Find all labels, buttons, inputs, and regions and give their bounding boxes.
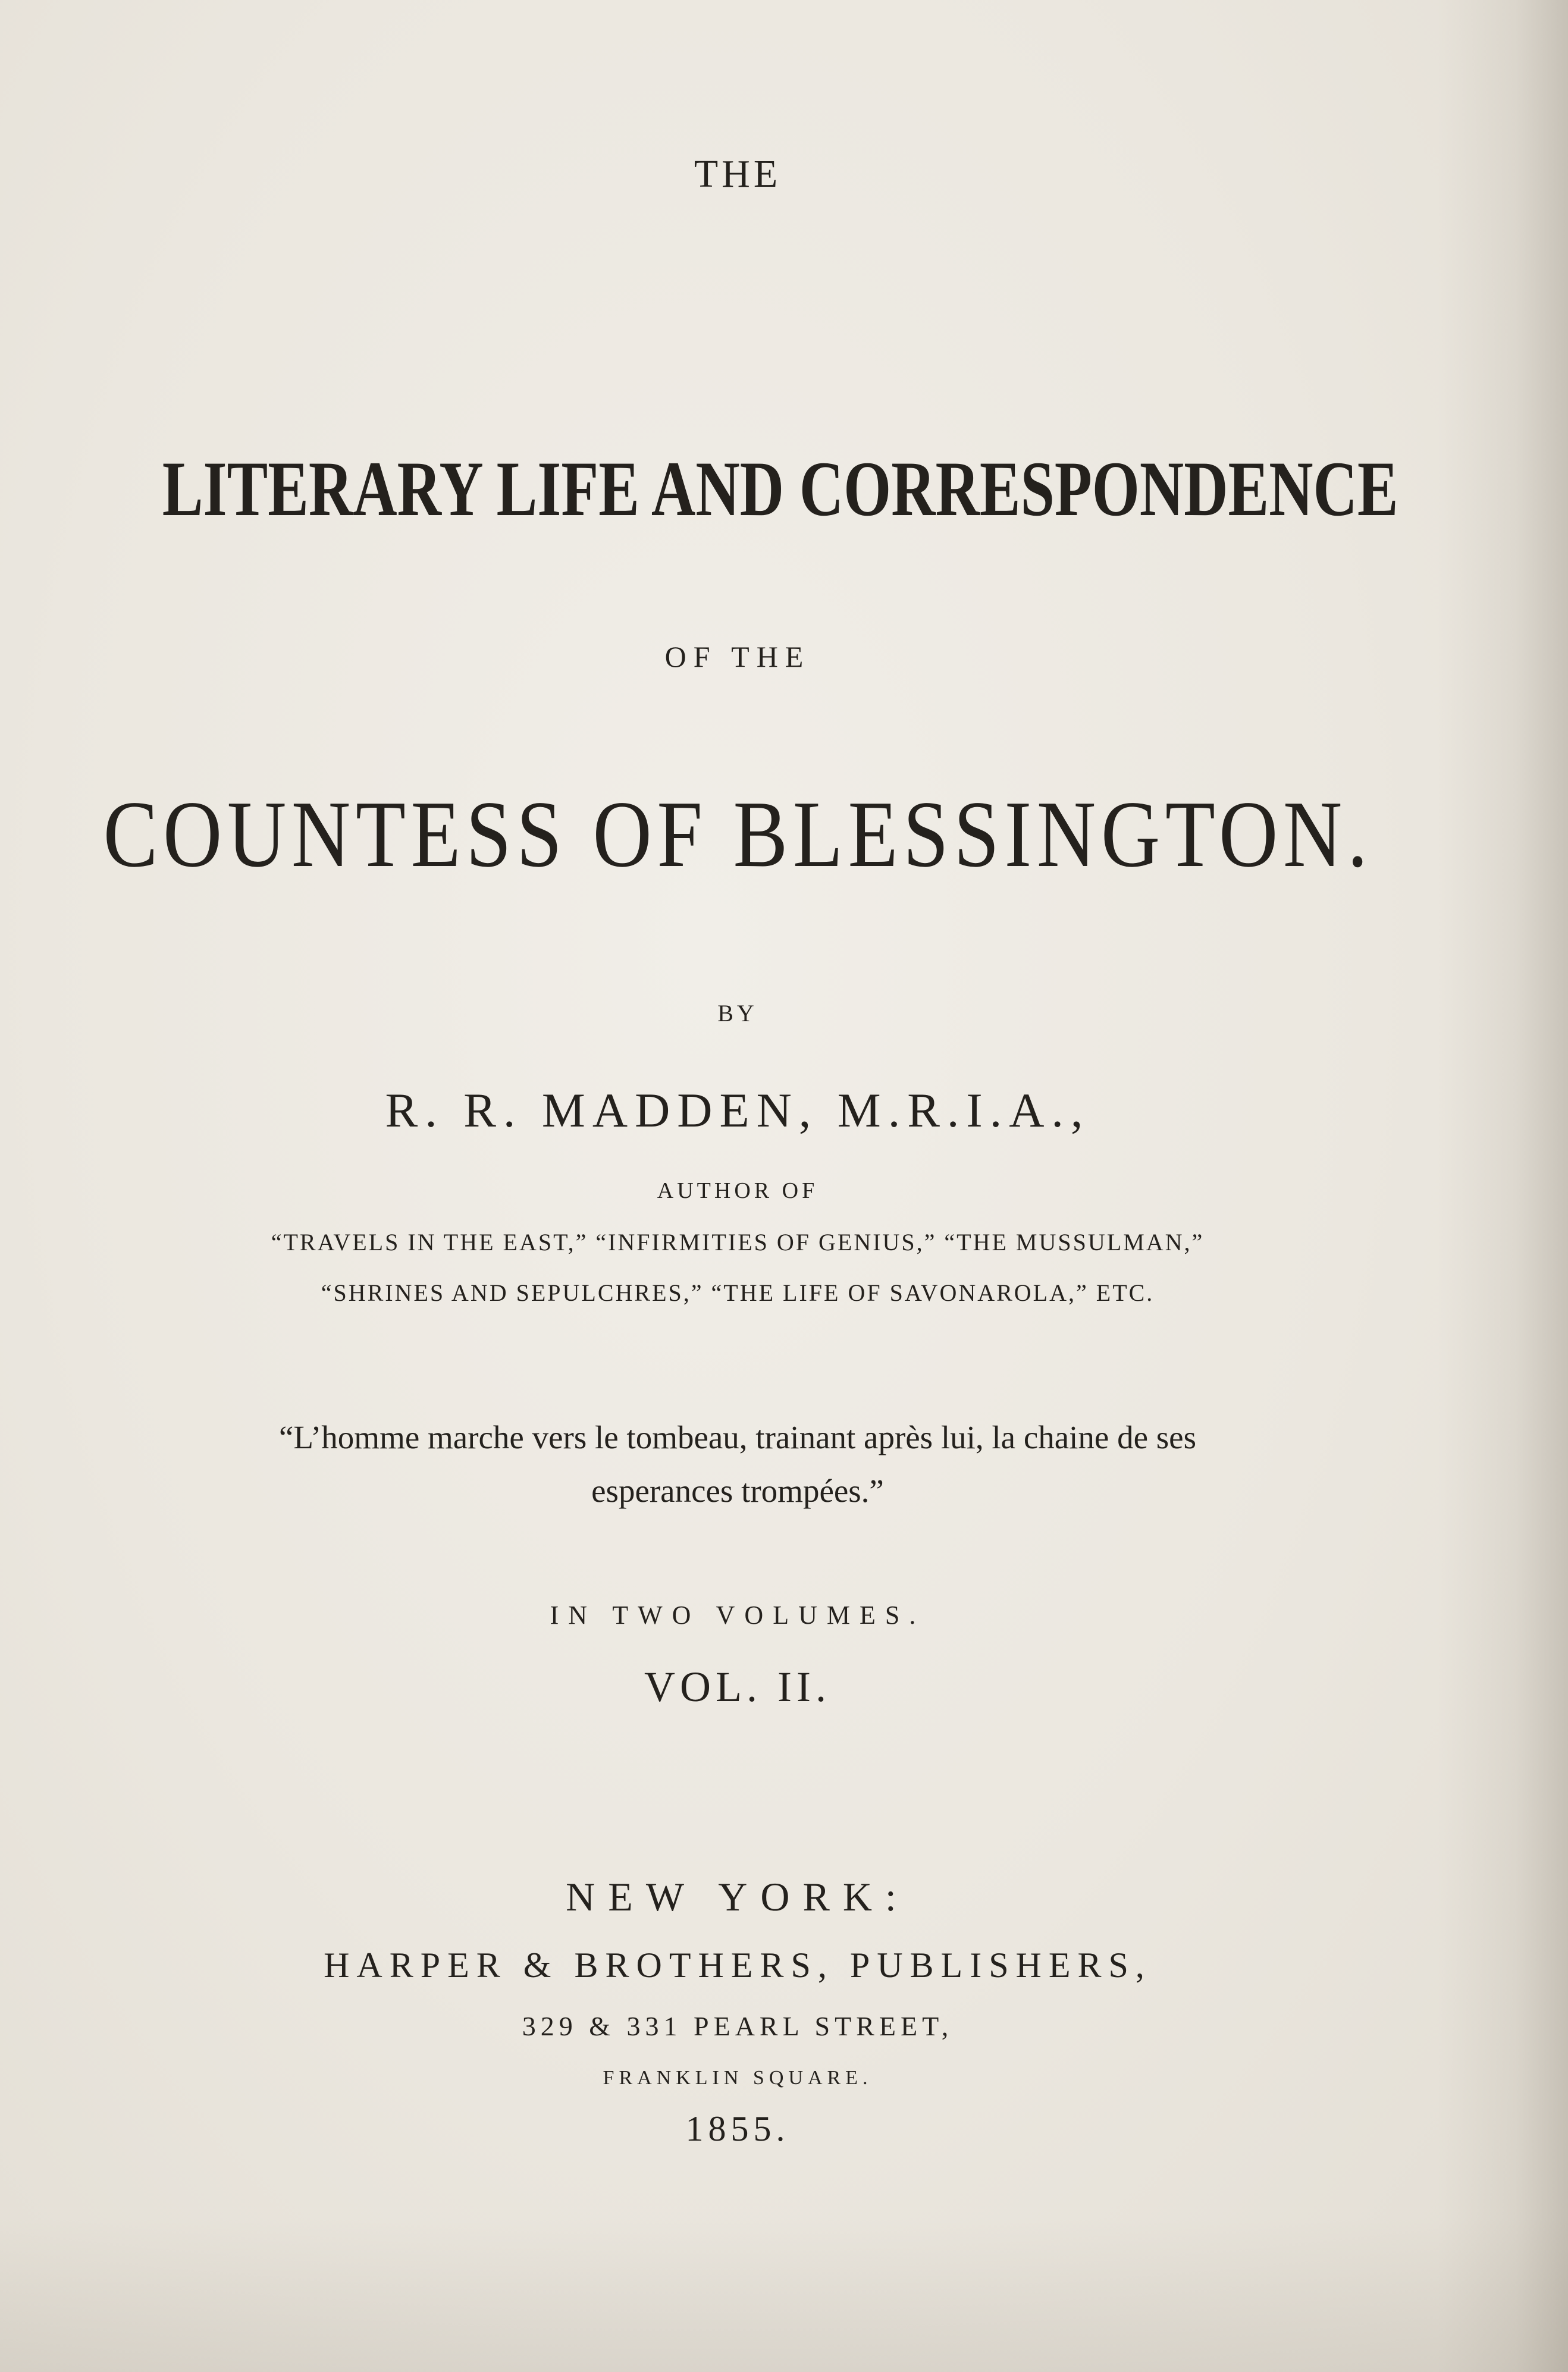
publication-city: NEW YORK: — [566, 1874, 910, 1919]
publisher-square: FRANKLIN SQUARE. — [603, 2067, 873, 2089]
title-connector: OF THE — [664, 640, 811, 673]
publisher-name: HARPER & BROTHERS, PUBLISHERS, — [324, 1946, 1152, 1985]
epigraph-line-2: esperances trompées.” — [591, 1473, 884, 1509]
main-title: LITERARY LIFE AND CORRESPONDENCE — [162, 445, 1398, 532]
author-works-line-2: “SHRINES AND SEPULCHRES,” “THE LIFE OF SAVONAROLA,” ETC. — [321, 1279, 1155, 1306]
author-works-line-1: “TRAVELS IN THE EAST,” “INFIRMITIES OF GENIUS,” “THE MUSSULMAN,” — [271, 1229, 1205, 1256]
page-bottom-shade — [0, 2217, 1568, 2372]
author-name: R. R. MADDEN, M.R.I.A., — [385, 1083, 1090, 1137]
author-of-label: AUTHOR OF — [657, 1178, 819, 1203]
publication-year: 1855. — [685, 2109, 790, 2148]
volume-number: VOL. II. — [644, 1663, 831, 1711]
publisher-address: 329 & 331 PEARL STREET, — [522, 2011, 954, 2041]
epigraph-line-1: “L’homme marche vers le tombeau, trainant après lui, la chaine de ses — [279, 1419, 1196, 1455]
by-label: BY — [717, 1000, 758, 1027]
title-subject: COUNTESS OF BLESSINGTON. — [103, 781, 1373, 887]
volume-count: IN TWO VOLUMES. — [550, 1601, 926, 1630]
title-article: THE — [694, 152, 782, 196]
